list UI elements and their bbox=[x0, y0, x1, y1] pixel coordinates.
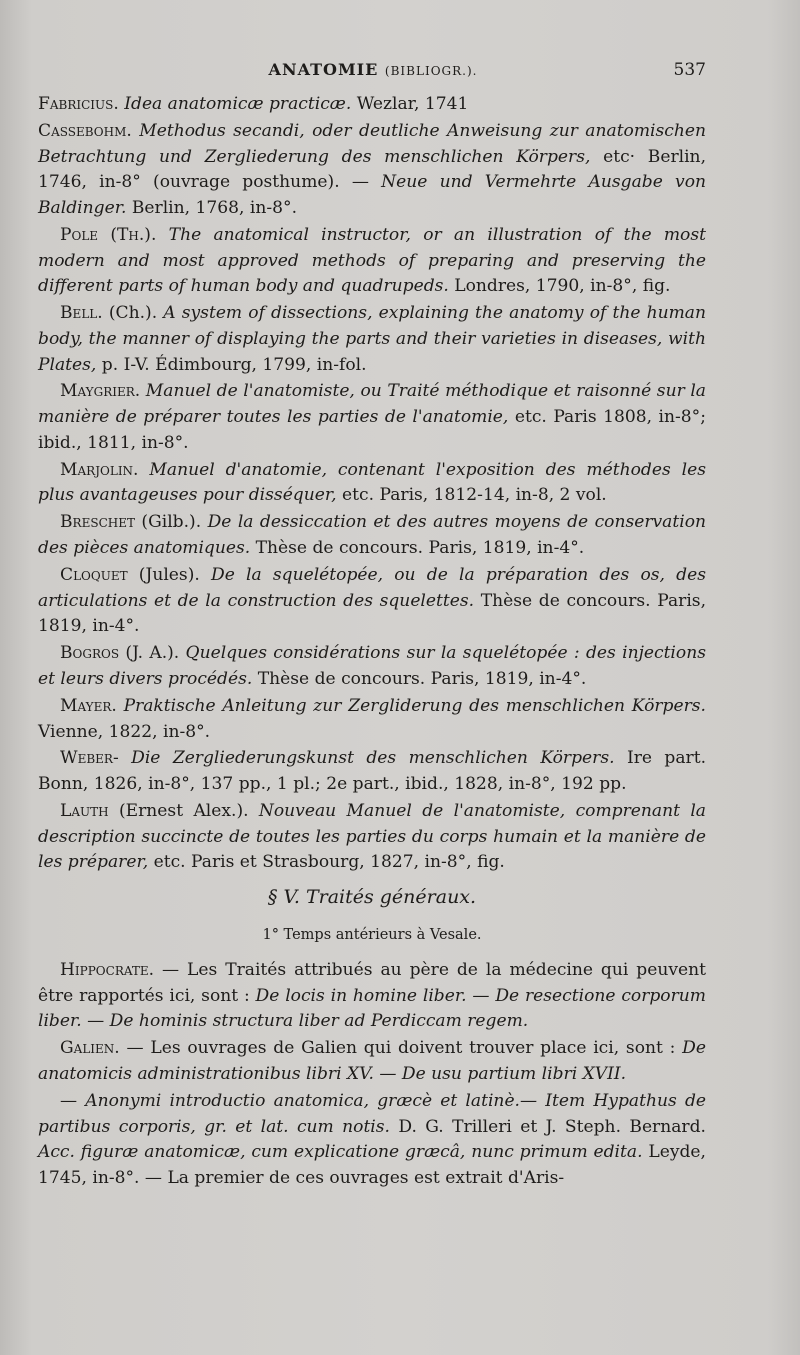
entry-lauth bbox=[38, 799, 706, 876]
entry-imprint: etc. Paris, 1812-14, in-8, 2 vol. bbox=[336, 485, 607, 506]
entry-maygrier bbox=[38, 379, 706, 456]
entry-imprint: Londres, 1790, in-8°, fig. bbox=[448, 276, 671, 297]
entry-title: Anonymi introductio anatomica, græcè et latinè.— Item Hypathus de partibus corporis, gr. et lat. cum notis. bbox=[38, 1090, 706, 1137]
section-subtitle: 1° Temps antérieurs à Vesale. bbox=[262, 927, 482, 943]
page-number: 537 bbox=[673, 60, 706, 80]
entry-author: Cloquet bbox=[60, 564, 128, 585]
entry-imprint: D. G. Trilleri et J. Steph. Bernard. bbox=[389, 1116, 706, 1137]
entry-title: Idea anatomicæ practicæ. bbox=[124, 94, 352, 114]
entry-breschet bbox=[38, 510, 706, 561]
entry-author: Fabricius. bbox=[38, 94, 119, 114]
entry-title: The anatomical instructor, or an illustration of the most modern and most approved methods of preparing and preserving the different parts of human body and quadrupeds. bbox=[38, 224, 706, 297]
entry-author: Galien. bbox=[60, 1038, 120, 1059]
entry-lead-dash: — bbox=[60, 1090, 78, 1111]
entry-imprint: Wezlar, 1741 bbox=[351, 94, 469, 114]
page-header bbox=[40, 60, 706, 86]
entry-author: Hippocrate. bbox=[60, 960, 155, 980]
entry-imprint: p. I-V. Édimbourg, 1799, in-fol. bbox=[96, 354, 367, 375]
entry-author-detail: (Gilb.). bbox=[135, 512, 202, 533]
entry-title-2: Acc. figuræ anatomicæ, cum explicatione græcâ, nunc primum edita. bbox=[38, 1142, 643, 1163]
entry-author: Lauth bbox=[60, 801, 109, 822]
entry-title-2: Neue und Vermehrte Ausgabe von Baldinger. bbox=[38, 172, 706, 218]
entry-imprint: etc· Berlin, 1746, in-8° (ouvrage posthume). — bbox=[38, 146, 707, 193]
entry-author: Marjolin. bbox=[60, 459, 139, 480]
entry-hippocrate bbox=[38, 958, 706, 1035]
entry-title: A system of dissections, explaining the anatomy of the human body, the manner of displaying the parts and their varieties in diseases, with Plates, bbox=[38, 303, 706, 375]
entry-weber bbox=[38, 746, 706, 797]
running-title-sub: (BIBLIOGR.). bbox=[384, 64, 478, 78]
entry-title: Manuel de l'anatomiste, ou Traité méthodique et raisonné sur la manière de préparer toutes les parties de l'anatomie, bbox=[38, 381, 706, 428]
entry-imprint: Thèse de concours. Paris, 1819, in-4°. bbox=[38, 590, 707, 637]
entry-bell bbox=[38, 301, 706, 378]
entry-author-detail: (Ernest Alex.). bbox=[108, 801, 249, 822]
section-title: § V. Traités généraux. bbox=[267, 886, 477, 908]
entry-title: De locis in homine liber. — De resectione corporum liber. — De hominis structura liber ad Perdiccam regem. bbox=[38, 985, 706, 1032]
entry-imprint: Ire part. Bonn, 1826, in-8°, 137 pp., 1 pl.; 2e part., ibid., 1828, in-8°, 192 pp. bbox=[38, 748, 707, 795]
entry-author: Pole (Th.). bbox=[60, 224, 157, 245]
entry-marjolin bbox=[38, 458, 706, 509]
entry-title: Praktische Anleitung zur Zergliderung des menschlichen Körpers. bbox=[116, 695, 706, 716]
entry-cassebohm bbox=[38, 119, 706, 222]
entry-mayer bbox=[38, 694, 706, 745]
entry-imprint-2: Leyde, 1745, in-8°. — La premier de ces ouvrages est extrait d'Aris- bbox=[38, 1142, 706, 1188]
entry-author: Breschet bbox=[60, 512, 135, 533]
entry-title: Methodus secandi, oder deutliche Anweisung zur anatomischen Betrachtung und Zergliederung des menschlichen Körpers, bbox=[38, 120, 707, 167]
entry-title: Die Zergliederungskunst des menschlichen Körpers. bbox=[118, 748, 615, 769]
entry-cloquet bbox=[38, 563, 706, 640]
entry-imprint: Vienne, 1822, in-8°. bbox=[38, 721, 211, 742]
bibliography-list bbox=[38, 92, 706, 877]
entry-pole bbox=[38, 223, 706, 300]
entry-fabricius bbox=[38, 92, 706, 118]
entry-author: Bell. bbox=[60, 303, 103, 324]
entry-author: Weber- bbox=[60, 748, 119, 769]
entry-author-detail: (Jules). bbox=[127, 564, 200, 585]
entry-imprint: etc. Paris 1808, in-8°; ibid., 1811, in-8°. bbox=[38, 407, 706, 453]
entry-imprint: Thèse de concours. Paris, 1819, in-4°. bbox=[250, 538, 585, 559]
entry-anonymi bbox=[38, 1089, 706, 1192]
running-title bbox=[40, 60, 706, 79]
entry-title: Quelques considérations sur la squelétopée : des injections et leurs divers procédés. bbox=[38, 643, 706, 689]
entry-author: Mayer. bbox=[60, 695, 117, 716]
entry-imprint: Thèse de concours. Paris, 1819, in-4°. bbox=[252, 668, 587, 689]
entry-bogros bbox=[38, 641, 706, 692]
entry-imprint-2: Berlin, 1768, in-8°. bbox=[126, 198, 298, 218]
entry-title: De anatomicis administrationibus libri XV. — De usu partium libri XVII. bbox=[38, 1038, 706, 1084]
entry-imprint: etc. Paris et Strasbourg, 1827, in-8°, fig. bbox=[148, 852, 505, 873]
entry-author-detail: (Ch.). bbox=[102, 303, 158, 324]
entry-title: De la squelétopée, ou de la préparation des os, des articulations et de la construction des squelettes. bbox=[38, 564, 706, 611]
entry-title: De la dessiccation et des autres moyens de conservation des pièces anatomiques. bbox=[38, 512, 707, 559]
entry-title: Manuel d'anatomie, contenant l'exposition des méthodes les plus avantageuses pour disséquer, bbox=[38, 459, 706, 506]
entry-author: Cassebohm. bbox=[38, 120, 132, 141]
running-title-main: ANATOMIE bbox=[268, 60, 379, 79]
entry-intro: — Les Traités attribués au père de la médecine qui peuvent être rapportés ici, sont : bbox=[38, 960, 706, 1006]
entry-author: Bogros bbox=[60, 643, 120, 664]
bibliography-list-general bbox=[38, 958, 706, 1193]
entry-title: Nouveau Manuel de l'anatomiste, comprenant la description succincte de toutes les parties du corps humain et la manière de les préparer, bbox=[38, 801, 706, 873]
entry-galien bbox=[38, 1036, 706, 1087]
entry-intro: — Les ouvrages de Galien qui doivent trouver place ici, sont : bbox=[119, 1038, 676, 1059]
entry-author: Maygrier. bbox=[60, 381, 141, 402]
entry-author-detail: (J. A.). bbox=[119, 643, 180, 664]
